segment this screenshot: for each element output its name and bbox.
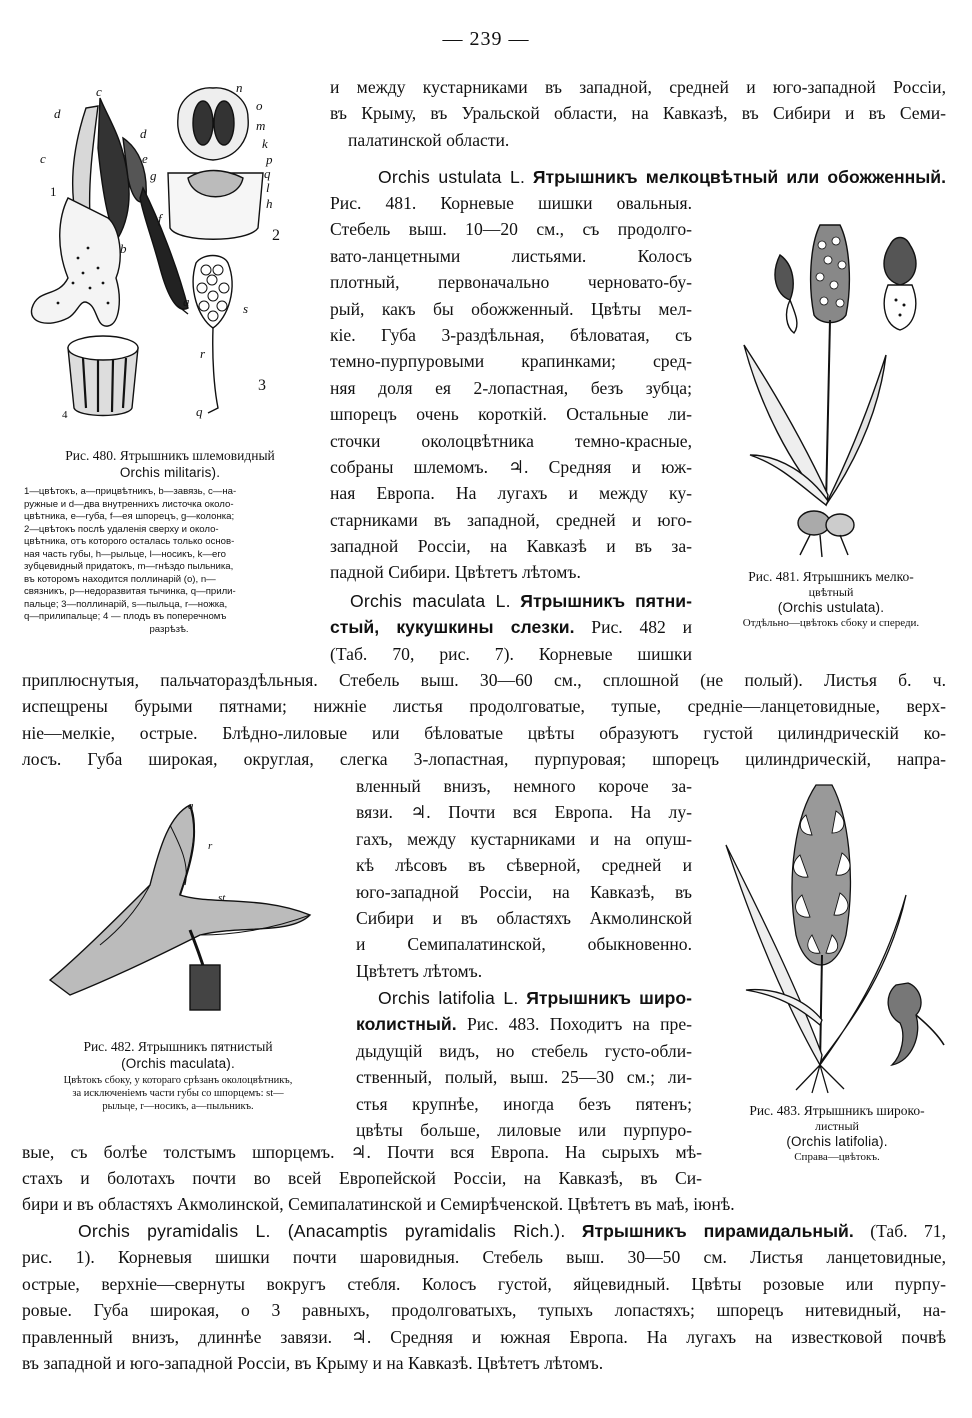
flower-drawing-1 [31,98,188,326]
fig480-label: d [140,126,147,141]
figure-480-caption [20,447,320,481]
pollinarium-drawing-3 [193,256,232,414]
figure-483-caption [712,1102,962,1164]
caption-line: рыльце, r—носикъ, a—пыльникъ. [102,1101,254,1112]
caption-latin-name: (Orchis maculata). [121,1056,235,1071]
species-name: Orchis maculata L. [350,591,511,611]
text-line: вые, съ болѣе толстымъ шпорцемъ. ♃. Почти вся Европа. На сырыхъ мѣ- [22,1142,702,1162]
species-name: Orchis latifolia L. [378,988,519,1008]
fig480-label: e [142,151,148,166]
text-line: Цвѣтетъ лѣтомъ. [356,960,483,981]
species-common-name: Ятрышникъ пятни- [520,591,692,611]
fig480-label: f [158,211,162,226]
text-line: собраны шлемомъ. ♃. Средняя и юж- [330,456,692,477]
species-common-name: Ятрышникъ пирамидальный. [581,1221,854,1241]
text-line: шпорецъ очень короткій. Остальные ли- [330,404,692,425]
caption-line: Справа—цвѣтокъ. [794,1151,880,1163]
fruit-section-drawing-4 [68,336,138,416]
page-number: — 239 — [442,28,530,50]
maculata-wide-body [22,667,946,773]
caption-latin-name: (Orchis ustulata). [777,600,885,615]
text-line: лосъ. Губа широкая, округлая, слегка 3-лопастная, пурпуровая; шпорецъ цилиндрическій, напра- [22,749,946,770]
text-line: кіе. Губа 3-раздѣльная, бѣловатая, съ [330,324,692,345]
text-line: вленный внизъ, немного короче за- [356,776,692,796]
fig482-label: st [218,892,226,904]
fig480-label: l [266,180,270,195]
caption-line: Отдѣльно—цвѣтокъ сбоку и спереди. [742,617,920,629]
legend-line: q—прилипальце; 4 — плодъ въ поперечномъ [24,611,227,622]
intro-paragraph [330,74,946,153]
text-line: сточки околоцвѣтника темно-красные, [330,430,692,451]
latifolia-last-line [22,1191,946,1217]
text-line: приплюснутыя, пальчатораздѣльныя. Стебель выш. 30—60 см., сплошной (не полый). Листья б. ч. [22,670,946,690]
maculata-narrow-body [356,773,692,984]
fig480-label: d [54,106,61,121]
text-line: кѣ лѣсовъ въ сѣверной, средней и [356,855,692,876]
text-line: юго-западной Россіи, на Кавказѣ, въ [356,881,692,902]
fig480-label: g [150,168,157,183]
figure-482-illustration [40,785,330,1030]
fig480-label: 3 [258,377,266,394]
figure-482-caption [28,1038,328,1113]
legend-line: цвѣтника, e—губа, f—ея шпорецъ, g—колонка; [24,511,235,522]
species-heading [22,1218,946,1244]
species-name: Orchis pyramidalis L. (Anacamptis pyramidalis Rich.). [78,1221,566,1241]
fig480-label: h [266,196,273,211]
fig480-label: s [243,301,249,316]
species-common-name: Ятрышникъ широ- [526,988,692,1008]
caption-line: за исключеніемъ части губы со шпорцемъ: st— [72,1088,284,1099]
legend-line: цвѣтника, отъ которого осталась только основ- [24,536,235,547]
fig480-label: o [256,98,263,113]
fig482-label: a [188,800,194,812]
fig480-label: c [40,151,46,166]
fig480-label: c [96,84,102,99]
latifolia-wide-body [22,1139,702,1192]
text-line: западной Россіи, на Кавказѣ и въ за- [330,536,692,557]
text-line: Стебель выш. 10—20 см., съ продолго- [330,219,692,240]
ustulata-paragraph [330,164,946,190]
legend-line: ружные и d—два внутреннихъ листочка около- [24,498,234,510]
species-heading [356,1011,692,1037]
caption-line: цвѣтный [808,585,854,599]
text-line: въ западной и юго-западной Россіи, въ Крыму и на Кавказѣ. Цвѣтетъ лѣтомъ. [22,1352,604,1373]
latifolia-heading-block [356,985,692,1143]
pyramidalis-paragraph [22,1218,946,1376]
text-line: острые, верхніе—свернуты вокругъ стебля. Колосъ густой, яйцевидный. Цвѣты розовые или пурпу- [22,1273,946,1294]
text-line: рый, какъ бы обожженный. Цвѣты мел- [330,298,692,319]
species-heading [330,614,692,640]
text-segment: Рис. 483. Походитъ на пре- [466,1014,692,1035]
text-line: и между кустарниками въ западной, средней и юго-западной Россіи, [330,77,946,97]
text-line: вато-ланцетными листьями. Колосъ [330,245,692,266]
text-line: стья крупнѣе, иногда безъ пятенъ; [356,1093,692,1114]
text-line: въ Крыму, въ Уральской области, на Кавказѣ, въ Сибири и въ Семи- [330,103,946,124]
caption-line: Рис. 480. Ятрышникъ шлемовидный [65,448,275,463]
legend-line: 1—цвѣтокъ, a—прицвѣтникъ, b—завязь, c—на- [24,486,237,497]
figure-481-caption [700,568,962,630]
text-line: гахъ, между кустарниками и на опуш- [356,828,692,849]
caption-latin-name: (Orchis latifolia). [786,1134,888,1149]
legend-line: связникъ, p—недоразвитая тычинка, q—прили- [24,586,236,597]
fig480-label: 1 [50,184,57,199]
fig480-label: 2 [272,227,280,244]
species-heading [330,588,692,614]
text-line: няя доля ея 2-лопастная, безъ зубца; [330,377,692,398]
fig480-label: 4 [62,409,68,421]
text-line: стахъ и болотахъ почти во всей Европейской Россіи, на Кавказѣ, въ Си- [22,1168,702,1189]
text-segment: Рис. 482 и [591,617,692,638]
fig480-label: n [236,80,243,95]
text-line: темно-пурпуровыми крапинками; сред- [330,351,692,372]
caption-line: Рис. 483. Ятрышникъ широко- [749,1103,925,1118]
legend-line: 2—цвѣтокъ послѣ удаленія сверху и около- [24,523,219,535]
caption-line: листный [815,1119,859,1133]
fig480-label: q [196,404,203,419]
legend-line: ная часть губы, h—рыльце, l—носикъ, k—его [24,548,227,560]
species-heading [356,985,692,1011]
text-line: бири и въ областяхъ Акмолинской, Семипалатинской и Семирѣченской. Цвѣтетъ въ маѣ, іюнѣ. [22,1194,735,1214]
legend-line: пальце; 3—поллинарій, s—пыльца, r—ножка, [24,598,228,610]
species-name: Orchis ustulata L. [378,167,526,187]
figure-483-illustration [716,775,956,1095]
text-segment: (Таб. 71, [870,1221,946,1241]
maculata-heading-block [330,588,692,667]
fig480-label: k [262,136,268,151]
figure-481-illustration [710,205,958,565]
caption-line: Рис. 482. Ятрышникъ пятнистый [83,1039,273,1054]
figure-480-illustration [28,78,313,436]
caption-latin-name: Orchis militaris). [119,465,221,480]
text-line: цвѣты больше, лиловые или пурпуро- [356,1119,692,1140]
text-line: Сибири и въ областяхъ Акмолинской [356,907,692,928]
fig482-label: r [208,840,213,852]
text-line: ственный, полый, выш. 25—30 см.; ли- [356,1067,692,1088]
species-common-name: стый, кукушкины слезки. [330,617,575,638]
text-line: старниками въ западной, средней и юго- [330,509,692,530]
text-line: ная Европа. На лугахъ и между ку- [330,483,692,504]
text-line: испещрены бурыми пятнами; нижніе листья продолговатые, тупые, средніе—ланцетовидные, верх- [22,696,946,717]
legend-line: разрѣзѣ. [149,623,189,635]
text-line: и Семипалатинской, обыкновенно. [356,934,692,955]
text-line: (Таб. 70, рис. 7). Корневые шишки [330,643,692,664]
flower-drawing-2 [168,88,266,239]
text-line: рис. 1). Корневыя шишки почти шаровидныя. Стебель выш. 30—50 см. Листья ланцетовидные, [22,1247,946,1268]
text-line: Рис. 481. Корневые шишки овальныя. [330,193,692,213]
fig480-label: r [200,346,206,361]
text-line: ніе—мелкіе, острые. Блѣдно-лиловые или бѣловатые цвѣты образуютъ густой цилиндрическій ко- [22,722,946,743]
figure-480-legend [24,486,314,636]
species-common-name: Ятрышникъ мелкоцвѣтный или обожженный. [532,167,946,187]
ustulata-body [330,190,692,586]
text-line: палатинской области. [348,129,510,150]
species-common-name: колистный. [356,1014,457,1035]
text-line: плотный, первоначально черновато-бу- [330,272,692,293]
text-line: ровые. Губа широкая, о 3 равныхъ, продолговатыхъ, тупыхъ лопастяхъ; шпорецъ нитевидный, на- [22,1300,946,1321]
caption-line: Цвѣтокъ сбоку, у котораго срѣзанъ околоцвѣтникъ, [63,1075,293,1086]
species-heading [330,164,946,190]
fig480-label: p [266,152,273,167]
text-line: дыдущій видъ, но стебель густо-обли- [356,1040,692,1061]
fig480-label: b [120,241,127,256]
legend-line: въ которомъ находится поллинарій (o), n— [24,573,216,585]
fig480-label: a [183,294,190,309]
fig480-label: q [264,166,271,181]
text-line: правленный внизъ, длиннѣе завязи. ♃. Средняя и южная Европа. На лугахъ на известковой почвѣ [22,1326,946,1347]
text-line: вязи. ♃. Почти вся Европа. На лу- [356,802,692,823]
fig480-label: m [256,118,266,133]
text-line: падной Сибири. Цвѣтетъ лѣтомъ. [330,562,581,583]
caption-line: Рис. 481. Ятрышникъ мелко- [748,569,914,584]
legend-line: зубцевидный придатокъ, m—гнѣздо пыльника, [24,561,234,572]
